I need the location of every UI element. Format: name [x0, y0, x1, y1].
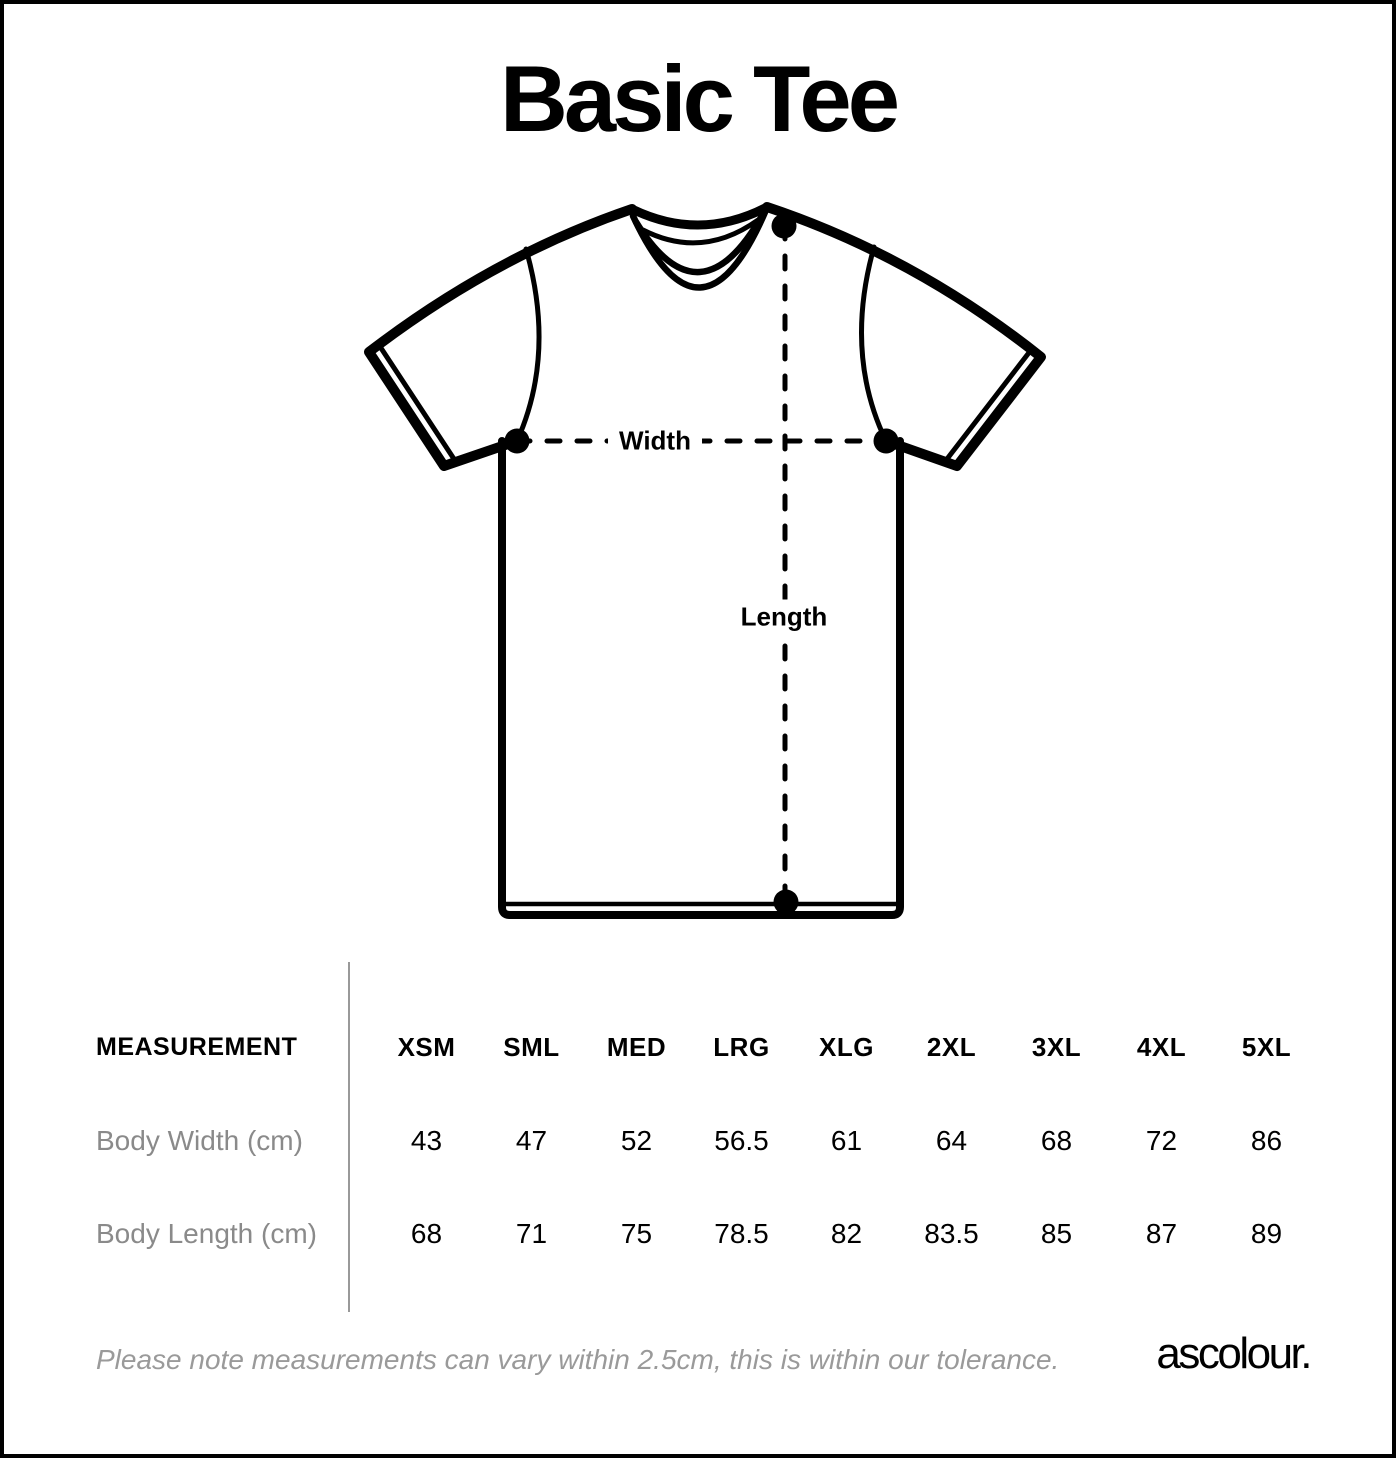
- right-armhole-seam: [862, 247, 887, 441]
- tolerance-note: Please note measurements can vary within 2.5cm, this is within our tolerance.: [96, 1344, 1060, 1375]
- row-label-body-width: Body Width (cm): [96, 1124, 303, 1156]
- body-length-value-med: 75: [620, 1217, 653, 1249]
- hem-measure-point: [774, 890, 799, 915]
- body-length-value-sml: 71: [515, 1217, 548, 1249]
- left-armpit-measure-point: [505, 429, 530, 454]
- column-header-3xl: 3XL: [1031, 1032, 1082, 1062]
- body-length-value-3xl: 85: [1040, 1217, 1073, 1249]
- column-header-5xl: 5XL: [1241, 1032, 1292, 1062]
- body-outline: [502, 441, 900, 915]
- body-width-value-5xl: 86: [1250, 1124, 1283, 1156]
- ascolour-logo: ascolour.: [1156, 1329, 1310, 1378]
- body-width-value-xlg: 61: [830, 1124, 863, 1156]
- column-header-4xl: 4XL: [1136, 1032, 1187, 1062]
- length-label: Length: [730, 600, 839, 635]
- body-width-value-3xl: 68: [1040, 1124, 1073, 1156]
- body-width-value-4xl: 72: [1145, 1124, 1178, 1156]
- column-header-xlg: XLG: [819, 1032, 874, 1062]
- row-label-body-length: Body Length (cm): [96, 1217, 317, 1249]
- body-length-value-4xl: 87: [1145, 1217, 1178, 1249]
- size-table: [96, 1001, 1319, 1280]
- body-length-value-2xl: 83.5: [924, 1217, 979, 1249]
- column-header-2xl: 2XL: [926, 1032, 977, 1062]
- tshirt-outline-drawing: [344, 194, 1064, 934]
- left-armhole-seam: [517, 249, 539, 441]
- collar-top-edge: [632, 207, 767, 225]
- left-sleeve-outline: [369, 209, 632, 466]
- body-width-value-2xl: 64: [935, 1124, 968, 1156]
- column-header-lrg: LRG: [713, 1032, 770, 1062]
- right-sleeve-outline: [767, 207, 1041, 466]
- tshirt-measurement-diagram: [344, 194, 1064, 934]
- left-cuff-seam: [379, 345, 454, 459]
- body-length-value-lrg: 78.5: [714, 1217, 769, 1249]
- width-label: Width: [608, 424, 702, 459]
- body-width-value-med: 52: [620, 1124, 653, 1156]
- column-header-med: MED: [606, 1032, 667, 1062]
- page-title: Basic Tee: [500, 46, 896, 151]
- body-length-value-5xl: 89: [1250, 1217, 1283, 1249]
- right-armpit-measure-point: [874, 429, 899, 454]
- body-length-value-xlg: 82: [830, 1217, 863, 1249]
- column-header-xsm: XSM: [397, 1032, 456, 1062]
- body-width-value-lrg: 56.5: [714, 1124, 769, 1156]
- body-width-value-sml: 47: [515, 1124, 548, 1156]
- column-header-sml: SML: [503, 1032, 560, 1062]
- body-length-value-xsm: 68: [410, 1217, 443, 1249]
- column-header-measurement: MEASUREMENT: [96, 1033, 298, 1061]
- shoulder-measure-point: [772, 214, 797, 239]
- body-width-value-xsm: 43: [410, 1124, 443, 1156]
- right-cuff-seam: [947, 350, 1031, 459]
